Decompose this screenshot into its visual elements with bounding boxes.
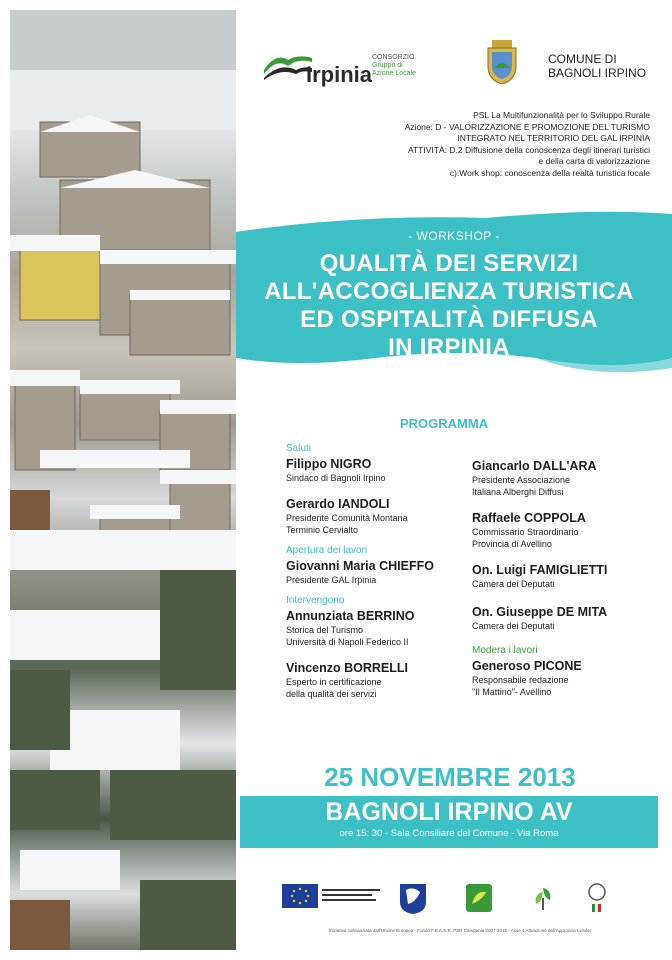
speaker-role: della qualità dei servizi — [286, 689, 377, 699]
title-line: ED OSPITALITÀ DIFFUSA — [300, 306, 598, 333]
speaker-role: Storica del Turismo — [286, 625, 364, 635]
event-title — [236, 250, 662, 362]
speaker-role: Italiana Alberghi Diffusi — [472, 487, 564, 497]
irpinia-logo — [262, 44, 442, 92]
consorzio-line: Azione Locale — [372, 70, 416, 77]
psl-description — [250, 110, 650, 179]
speaker-name: Generoso PICONE — [472, 659, 582, 673]
section-label: Saluti — [286, 443, 312, 454]
section-label: Modera i lavori — [472, 645, 538, 656]
speaker-name: Giancarlo DALL'ARA — [472, 459, 597, 473]
speaker-name: Annunziata BERRINO — [286, 609, 415, 623]
psr-campania-icon — [530, 884, 556, 912]
program-left-column — [286, 442, 434, 700]
sponsor-logos — [282, 882, 662, 918]
event-time-location: ore 15: 30 - Sala Consiliare del Comune - Via Roma — [339, 828, 559, 839]
speaker-role: Esperto in certificazione — [286, 677, 382, 687]
speaker-name: Gerardo IANDOLI — [286, 497, 390, 511]
speaker-role: Provincia di Avellino — [472, 539, 552, 549]
feasr-text-icon — [322, 886, 382, 906]
speaker-name: Raffaele COPPOLA — [472, 511, 586, 525]
psl-line: ATTIVITÀ: D.2 Diffusione della conoscenza degli itinerari turistici — [407, 144, 650, 155]
village-illustration — [10, 10, 236, 950]
psl-line: INTEGRATO NEL TERRITORIO DEL GAL IRPINIA — [457, 133, 650, 143]
footer-note: Iniziativa cofinanziata dall'Unione Europea - Fondo F.E.A.S.R. PSR Campania 2007-2013 - Asse 4 Attuazione dell'Approccio Leader — [328, 928, 592, 933]
comune-line: BAGNOLI IRPINO — [548, 66, 647, 80]
psl-line: Azione: D - VALORIZZAZIONE E PROMOZIONE DEL TURISMO — [404, 121, 650, 132]
speaker-role: "Il Mattino"- Avellino — [472, 687, 552, 697]
speaker-role: Terminio Cervialto — [286, 525, 359, 535]
consorzio-line: Gruppo di — [372, 62, 403, 69]
psl-line: e della carta di valorizzazione — [538, 156, 650, 166]
header-logos — [262, 40, 662, 110]
speaker-role: Responsabile redazione — [472, 675, 569, 685]
section-label: Apertura dei lavori — [286, 545, 368, 556]
speaker-role: Camera dei Deputati — [472, 621, 555, 631]
irpinia-wordmark: Irpinia — [306, 62, 373, 87]
village-photo — [10, 10, 236, 950]
psl-line: PSL La Multifunzionalità per lo Sviluppo Rurale — [473, 110, 650, 120]
workshop-label: - WORKSHOP - — [408, 229, 500, 243]
speaker-role: Presidente Associazione — [472, 475, 571, 485]
speaker-role: Università di Napoli Federico II — [286, 637, 409, 647]
title-line: QUALITÀ DEI SERVIZI — [319, 250, 579, 277]
title-line: ALL'ACCOGLIENZA TURISTICA — [264, 278, 634, 305]
speaker-role: Camera dei Deputati — [472, 579, 555, 589]
eu-flag-icon — [282, 884, 318, 908]
comune-line: COMUNE DI — [548, 52, 617, 66]
speaker-role: Sindaco di Bagnoli Irpino — [286, 473, 386, 483]
regione-campania-icon — [398, 882, 428, 914]
speaker-name: Giovanni Maria CHIEFFO — [286, 559, 434, 573]
speaker-role: Presidente GAL Irpinia — [286, 575, 377, 585]
speaker-role: Commissario Straordinario — [472, 527, 579, 537]
speaker-name: Filippo NIGRO — [286, 457, 372, 471]
leader-icon — [466, 884, 492, 912]
consorzio-text — [372, 54, 416, 78]
speaker-name: On. Luigi FAMIGLIETTI — [472, 563, 608, 577]
programma-heading: PROGRAMMA — [400, 416, 489, 431]
event-date: 25 NOVEMBRE 2013 — [324, 762, 576, 792]
consorzio-line: CONSORZIO — [372, 54, 415, 61]
comune-name — [548, 52, 646, 80]
program-right-column — [472, 458, 607, 698]
speaker-name: Vincenzo BORRELLI — [286, 661, 409, 675]
speaker-role: Presidente Comunità Montana — [286, 513, 408, 523]
event-venue: BAGNOLI IRPINO AV — [325, 798, 573, 826]
repubblica-italiana-icon — [582, 882, 612, 914]
psl-line: c):Work shop: conoscenza della realtà turistica locale — [449, 167, 650, 178]
title-line: IN IRPINIA — [388, 334, 510, 361]
speaker-name: On. Giuseppe DE MITA — [472, 605, 608, 619]
section-label: Intervengono — [286, 595, 345, 606]
comune-crest-icon — [484, 40, 520, 84]
